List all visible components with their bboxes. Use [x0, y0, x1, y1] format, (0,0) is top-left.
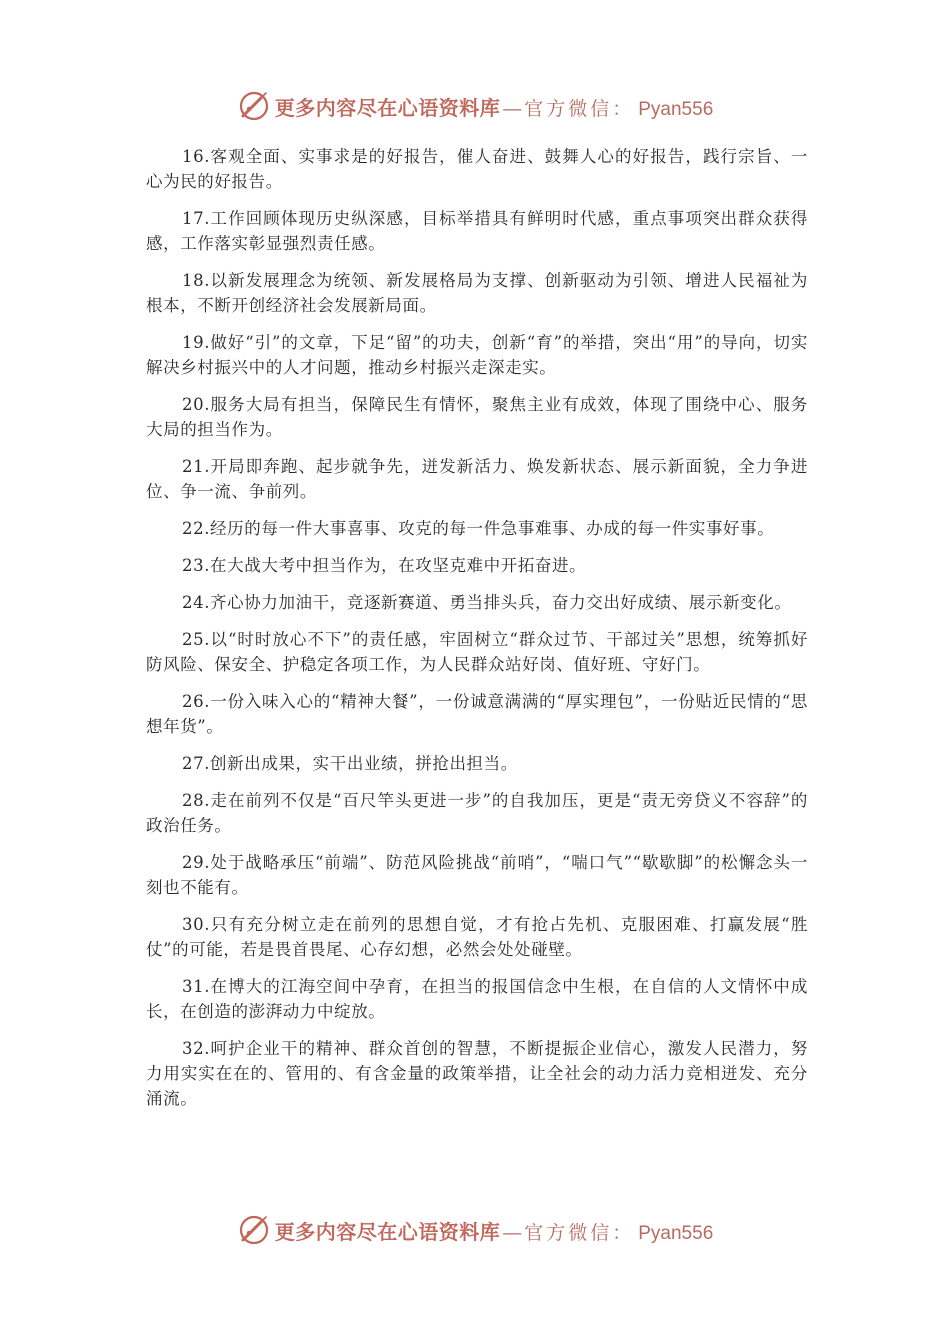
paragraph-27: 27.创新出成果，实干出业绩，拼抢出担当。	[182, 754, 518, 773]
paragraph-22: 22.经历的每一件大事喜事、攻克的每一件急事难事、办成的每一件实事好事。	[182, 519, 775, 538]
paragraph-19: 19.做好“引”的文章，下足“留”的功夫，创新“育”的举措，突出“用”的导向，切实解决乡村振兴中的人才问题，推动乡村振兴走深走实。	[146, 333, 808, 377]
footer-separator: —	[502, 1219, 523, 1244]
paragraph-17: 17.工作回顾体现历史纵深感，目标举措具有鲜明时代感，重点事项突出群众获得感，工作落实彰显强烈责任感。	[146, 209, 808, 253]
paragraph-26: 26.一份入味入心的“精神大餐”，一份诚意满满的“厚实理包”，一份贴近民情的“思想年货”。	[146, 692, 808, 736]
paragraph-31: 31.在博大的江海空间中孕育，在担当的报国信念中生根，在自信的人文情怀中成长，在创造的澎湃动力中绽放。	[146, 977, 808, 1021]
paragraph-28: 28.走在前列不仅是“百尺竿头更进一步”的自我加压，更是“责无旁贷义不容辞”的政治任务。	[146, 791, 808, 835]
document-body	[146, 144, 808, 1123]
paragraph-20: 20.服务大局有担当，保障民生有情怀，聚焦主业有成效，体现了围绕中心、服务大局的担当作为。	[146, 395, 808, 439]
paragraph-29: 29.处于战略承压“前端”、防范风险挑战“前哨”，“喘口气”“歇歇脚”的松懈念头一刻也不能有。	[146, 853, 808, 897]
paragraph-18: 18.以新发展理念为统领、新发展格局为支撑、创新驱动为引领、增进人民福祉为根本，不断开创经济社会发展新局面。	[146, 271, 808, 315]
header-wechat-id: Pyan556	[638, 98, 714, 120]
paragraph-32: 32.呵护企业干的精神、群众首创的智慧，不断提振企业信心，激发人民潜力，努力用实实在在的、管用的、有含金量的政策举措，让全社会的动力活力竞相迸发、充分涌流。	[146, 1039, 808, 1108]
paragraph-21: 21.开局即奔跑、起步就争先，迸发新活力、焕发新状态、展示新面貌，全力争进位、争一流、争前列。	[146, 457, 808, 501]
paragraph-24: 24.齐心协力加油干，竞逐新赛道、勇当排头兵，奋力交出好成绩、展示新变化。	[182, 593, 792, 612]
header-banner	[0, 86, 950, 126]
header-separator: —	[502, 95, 523, 120]
footer-wechat-label: 官方微信：	[524, 1221, 635, 1244]
footer-banner	[0, 1210, 950, 1250]
footer-title: 更多内容尽在心语资料库	[274, 1219, 501, 1244]
paragraph-16: 16.客观全面、实事求是的好报告，催人奋进、鼓舞人心的好报告，践行宗旨、一心为民的好报告。	[146, 147, 808, 191]
header-title: 更多内容尽在心语资料库	[274, 95, 501, 120]
header-wechat-label: 官方微信：	[524, 97, 635, 120]
paragraph-30: 30.只有充分树立走在前列的思想自觉，才有抢占先机、克服困难、打赢发展“胜仗”的可能，若是畏首畏尾、心存幻想，必然会处处碰壁。	[146, 915, 808, 959]
paragraph-25: 25.以“时时放心不下”的责任感，牢固树立“群众过节、干部过关”思想，统筹抓好防风险、保安全、护稳定各项工作，为人民群众站好岗、值好班、守好门。	[146, 630, 808, 674]
brand-logo-icon	[237, 1213, 271, 1247]
brand-logo-icon	[237, 89, 271, 123]
footer-wechat-id: Pyan556	[638, 1222, 714, 1244]
paragraph-23: 23.在大战大考中担当作为，在攻坚克难中开拓奋进。	[182, 556, 587, 575]
